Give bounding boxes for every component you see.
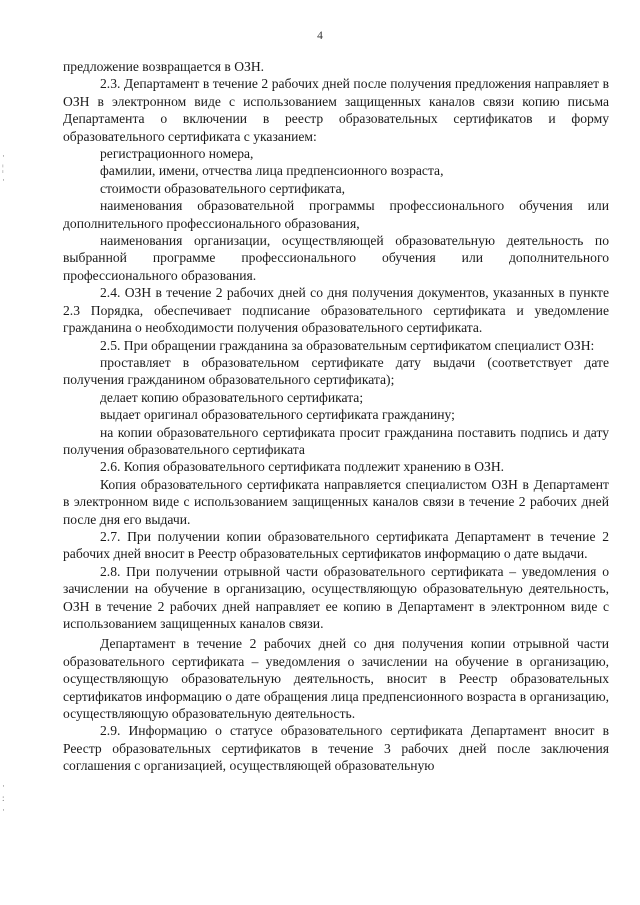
scan-edge-mark: · : ·	[2, 781, 5, 815]
page-number: 4	[317, 30, 323, 42]
paragraph: предложение возвращается в ОЗН.	[63, 59, 265, 74]
list-item: проставляет в образовательном сертификате дату выдачи (соответствует дате получения гражданином образовательного сертификата);	[63, 354, 609, 388]
scan-edge-mark: · ¦ ·	[2, 151, 5, 185]
list-item: наименования организации, осуществляющей образовательную деятельность по выбранной программе профессионального обучения или дополнительного профессионального образования.	[63, 233, 609, 283]
paragraph-2-7: 2.7. При получении копии образовательного сертификата Департамент в течение 2 рабочих дней вносит в Реестр образовательных сертификатов информацию о дате выдачи.	[63, 528, 609, 562]
list-item: наименования образовательной программы профессионального обучения или дополнительного профессионального образования,	[63, 198, 609, 231]
document-body	[63, 58, 609, 775]
paragraph-2-8: 2.8. При получении отрывной части образовательного сертификата – уведомления о зачислении на обучение в организацию, осуществляющую образовательную деятельность, ОЗН в течение 2 рабочих дней направляет ее копию в Департамент в электронном виде с использованием защищенных каналов связи.	[63, 563, 609, 631]
list-item: делает копию образовательного сертификата;	[100, 389, 364, 405]
paragraph-2-5: 2.5. При обращении гражданина за образовательным сертификатом специалист ОЗН:	[100, 337, 595, 353]
paragraph-2-6: 2.6. Копия образовательного сертификата подлежит хранению в ОЗН.	[100, 459, 505, 475]
list-item: выдает оригинал образовательного сертификата гражданину;	[100, 407, 455, 423]
paragraph-2-3: 2.3. Департамент в течение 2 рабочих дней после получения предложения направляет в ОЗН в электронном виде с использованием защищенных каналов связи копию письма Департамента о включении в реестр образовательных сертификатов и форму образовательного сертификата с указанием:	[63, 76, 609, 144]
list-item: стоимости образовательного сертификата,	[100, 180, 346, 196]
list-item: на копии образовательного сертификата просит гражданина поставить подпись и дату получения образовательного сертификата	[63, 424, 609, 457]
paragraph-2-4: 2.4. ОЗН в течение 2 рабочих дней со дня получения документов, указанных в пункте 2.3 Порядка, обеспечивает подписание образовательного сертификата и уведомление гражданина о необходимости получения образовательного сертификата.	[63, 285, 609, 336]
paragraph: Копия образовательного сертификата направляется специалистом ОЗН в Департамент в электронном виде с использованием защищенных каналов связи в течение 2 рабочих дней после дня его выдачи.	[63, 476, 609, 527]
paragraph: Департамент в течение 2 рабочих дней со дня получения копии отрывной части образовательного сертификата – уведомления о зачислении на обучение в организацию, осуществляющую образовательную деятельность, вносит в Реестр образовательных сертификатов информацию о дате обращения лица предпенсионного возраста в организацию, осуществляющую образовательную деятельность.	[63, 636, 609, 722]
list-item: регистрационного номера,	[100, 146, 254, 162]
paragraph-2-9: 2.9. Информацию о статусе образовательного сертификата Департамент вносит в Реестр образовательных сертификатов в течение 3 рабочих дней после заключения соглашения с организацией, осуществляющей образовательную	[63, 723, 609, 774]
list-item: фамилии, имени, отчества лица предпенсионного возраста,	[100, 163, 444, 179]
